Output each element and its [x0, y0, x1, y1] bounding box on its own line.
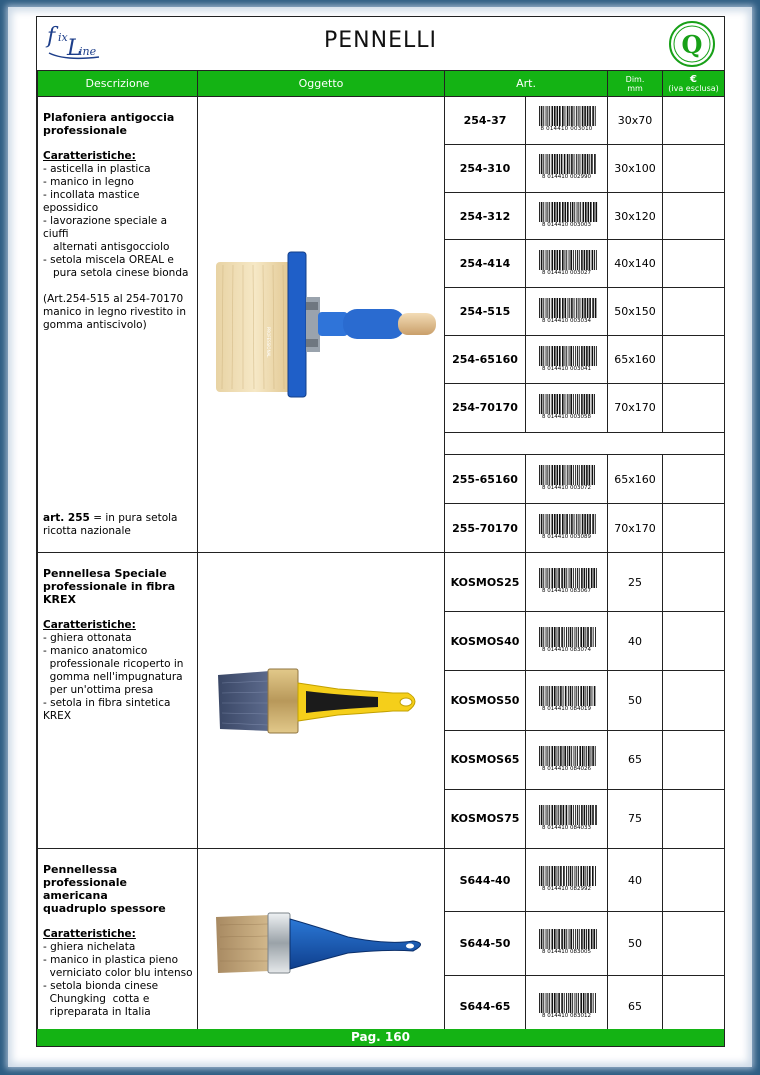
feature-line: KREX — [43, 710, 72, 722]
barcode-number: 8 014410 082992 — [536, 886, 598, 892]
col-dim-line1: Dim. — [625, 74, 645, 84]
feature-line: - manico in legno — [43, 176, 134, 188]
barcode-number: 8 014410 083074 — [536, 647, 598, 653]
barcode — [536, 804, 598, 830]
table-row — [38, 849, 725, 912]
barcode — [536, 626, 598, 652]
barcode — [536, 928, 598, 954]
barcode-cell — [526, 789, 608, 848]
art-code: KOSMOS65 — [445, 730, 526, 789]
price-cell — [663, 144, 725, 192]
features-label: Caratteristiche: — [43, 619, 136, 631]
feature-line: alternati antisgocciolo — [43, 241, 170, 253]
feature-line: ripreparata in Italia — [43, 1006, 151, 1018]
desc-pennellesa-krex — [38, 553, 198, 849]
dim-value: 65x160 — [608, 336, 663, 384]
svg-text:ine: ine — [79, 45, 97, 58]
col-oggetto: Oggetto — [198, 71, 445, 97]
price-cell — [663, 612, 725, 671]
barcode-cell — [526, 849, 608, 912]
art-code: KOSMOS40 — [445, 612, 526, 671]
note-line: manico in legno rivestito in — [43, 306, 187, 318]
barcode-cell — [526, 240, 608, 288]
plafoniera-brush-image — [198, 97, 445, 552]
barcode-number: 8 014410 083067 — [536, 588, 598, 594]
barcode — [536, 464, 598, 490]
barcode-number: 8 014410 084019 — [536, 706, 598, 712]
barcode — [536, 513, 598, 539]
barcode — [536, 249, 598, 275]
art-code: 254-65160 — [445, 336, 526, 384]
barcode-number: 8 014410 003089 — [536, 534, 598, 540]
table-row — [38, 97, 725, 145]
art-code: S644-65 — [445, 975, 526, 1038]
barcode-cell — [526, 97, 608, 145]
dim-value: 30x70 — [608, 97, 663, 145]
barcode-number: 8 014410 083012 — [536, 1013, 598, 1019]
feature-line: - setola bionda cinese — [43, 980, 159, 992]
art-code: KOSMOS50 — [445, 671, 526, 730]
feature-line: - manico anatomico — [43, 645, 148, 657]
barcode — [536, 297, 598, 323]
barcode-number: 8 014410 084026 — [536, 766, 598, 772]
catalog-page — [36, 16, 725, 1047]
col-price-line1: € — [690, 73, 697, 85]
feature-line: professionale ricoperto in — [43, 658, 184, 670]
price-cell — [663, 730, 725, 789]
spacer-cell — [445, 432, 725, 454]
barcode-cell — [526, 336, 608, 384]
barcode-number: 8 014410 003058 — [536, 414, 598, 420]
feature-line: - lavorazione speciale a ciuffi — [43, 215, 168, 240]
art-code: KOSMOS75 — [445, 789, 526, 848]
barcode-number: 8 014410 003010 — [536, 126, 598, 132]
dim-value: 70x170 — [608, 383, 663, 432]
feature-line: Chungking cotta e — [43, 993, 150, 1005]
dim-value: 70x170 — [608, 504, 663, 553]
price-cell — [663, 383, 725, 432]
dim-value: 50 — [608, 912, 663, 975]
barcode-cell — [526, 383, 608, 432]
product-title: Plafoniera antigoccia professionale — [43, 111, 175, 137]
barcode-cell — [526, 912, 608, 975]
table-row — [38, 553, 725, 612]
price-cell — [663, 97, 725, 145]
art255-bold: art. 255 — [43, 512, 90, 524]
barcode-cell — [526, 144, 608, 192]
art-code: KOSMOS25 — [445, 553, 526, 612]
features-label: Caratteristiche: — [43, 150, 136, 162]
price-cell — [663, 455, 725, 504]
svg-text:ix: ix — [58, 31, 68, 44]
barcode — [536, 745, 598, 771]
art-code: 254-414 — [445, 240, 526, 288]
barcode-number: 8 014410 084033 — [536, 825, 598, 831]
dim-value: 50x150 — [608, 288, 663, 336]
price-cell — [663, 671, 725, 730]
desc-pennellessa-americana — [38, 849, 198, 1039]
product-image-kosmos — [198, 553, 445, 849]
art255-note — [43, 512, 177, 538]
dim-value: 25 — [608, 553, 663, 612]
art-code: 254-312 — [445, 192, 526, 240]
kosmos-brush-image — [198, 553, 445, 848]
price-cell — [663, 192, 725, 240]
dim-value: 65x160 — [608, 455, 663, 504]
barcode-cell — [526, 730, 608, 789]
product-title-line: quadruplo spessore — [43, 902, 166, 915]
barcode — [536, 685, 598, 711]
product-title-line: Pennellessa — [43, 863, 118, 876]
feature-line: - setola in fibra sintetica — [43, 697, 171, 709]
product-table — [37, 70, 725, 1039]
barcode-number: 8 014410 003003 — [536, 222, 598, 228]
barcode — [536, 345, 598, 371]
feature-line: - asticella in plastica — [43, 163, 151, 175]
dim-value: 40x140 — [608, 240, 663, 288]
feature-line: verniciato color blu intenso — [43, 967, 193, 979]
art-code: 254-515 — [445, 288, 526, 336]
barcode — [536, 865, 598, 891]
art-code: S644-40 — [445, 849, 526, 912]
barcode — [536, 567, 598, 593]
barcode-cell — [526, 288, 608, 336]
barcode — [536, 201, 598, 227]
price-cell — [663, 504, 725, 553]
product-title-line: KREX — [43, 593, 76, 606]
barcode-cell — [526, 504, 608, 553]
dim-value: 40 — [608, 612, 663, 671]
product-title-line: professionale in fibra — [43, 580, 176, 593]
art255-rest: = in pura setola — [89, 512, 178, 524]
barcode-cell — [526, 553, 608, 612]
s644-brush-image — [198, 849, 445, 1038]
art255-line2: ricotta nazionale — [43, 525, 131, 537]
col-price-line2: (iva esclusa) — [668, 83, 719, 93]
art-code: 255-65160 — [445, 455, 526, 504]
barcode-number: 8 014410 003034 — [536, 318, 598, 324]
barcode — [536, 153, 598, 179]
barcode — [536, 992, 598, 1018]
page-title: PENNELLI — [324, 28, 437, 53]
page-footer: Pag. 160 — [37, 1029, 724, 1046]
page-header — [37, 17, 724, 70]
note-line: gomma antiscivolo) — [43, 319, 147, 331]
barcode-cell — [526, 192, 608, 240]
barcode-number: 8 014410 003072 — [536, 485, 598, 491]
feature-line: gomma nell'impugnatura — [43, 671, 183, 683]
product-title-line: Pennellesa Speciale — [43, 567, 167, 580]
art-code: S644-50 — [445, 912, 526, 975]
art-code: 254-310 — [445, 144, 526, 192]
price-cell — [663, 789, 725, 848]
feature-line: - setola miscela OREAL e — [43, 254, 174, 266]
col-dim — [608, 71, 663, 97]
feature-line: per un'ottima presa — [43, 684, 154, 696]
product-image-s644 — [198, 849, 445, 1039]
price-cell — [663, 553, 725, 612]
svg-text:PROFESSIONAL: PROFESSIONAL — [266, 327, 271, 358]
table-header-row — [38, 71, 725, 97]
col-art: Art. — [445, 71, 608, 97]
dim-value: 75 — [608, 789, 663, 848]
svg-text:L: L — [67, 36, 82, 61]
barcode — [536, 393, 598, 419]
dim-value: 50 — [608, 671, 663, 730]
price-cell — [663, 849, 725, 912]
barcode-cell — [526, 455, 608, 504]
feature-line: - incollata mastice epossidico — [43, 189, 140, 214]
price-cell — [663, 912, 725, 975]
dim-value: 40 — [608, 849, 663, 912]
feature-line: - ghiera ottonata — [43, 632, 132, 644]
dim-value: 30x120 — [608, 192, 663, 240]
barcode-number: 8 014410 003041 — [536, 366, 598, 372]
barcode-number: 8 014410 003027 — [536, 270, 598, 276]
dim-value: 30x100 — [608, 144, 663, 192]
quality-badge-icon — [668, 20, 716, 68]
art-code: 255-70170 — [445, 504, 526, 553]
svg-text:f: f — [47, 24, 56, 49]
art-code: 254-37 — [445, 97, 526, 145]
col-descrizione: Descrizione — [38, 71, 198, 97]
product-image-plafoniera — [198, 97, 445, 553]
col-price — [663, 71, 725, 97]
product-title-line: professionale americana — [43, 876, 128, 902]
art-code: 254-70170 — [445, 383, 526, 432]
feature-line: pura setola cinese bionda — [43, 267, 189, 279]
price-cell — [663, 336, 725, 384]
price-cell — [663, 240, 725, 288]
feature-line: - manico in plastica pieno — [43, 954, 178, 966]
dim-value: 65 — [608, 975, 663, 1038]
price-cell — [663, 288, 725, 336]
barcode — [536, 105, 598, 131]
barcode-cell — [526, 671, 608, 730]
dim-value: 65 — [608, 730, 663, 789]
note-line: (Art.254-515 al 254-70170 — [43, 293, 184, 305]
desc-plafoniera — [38, 97, 198, 553]
barcode-number: 8 014410 083005 — [536, 949, 598, 955]
col-dim-line2: mm — [627, 83, 643, 93]
feature-line: - ghiera nichelata — [43, 941, 136, 953]
barcode-number: 8 014410 002990 — [536, 174, 598, 180]
svg-text:Q: Q — [681, 30, 703, 59]
barcode-cell — [526, 612, 608, 671]
features-label: Caratteristiche: — [43, 928, 136, 940]
